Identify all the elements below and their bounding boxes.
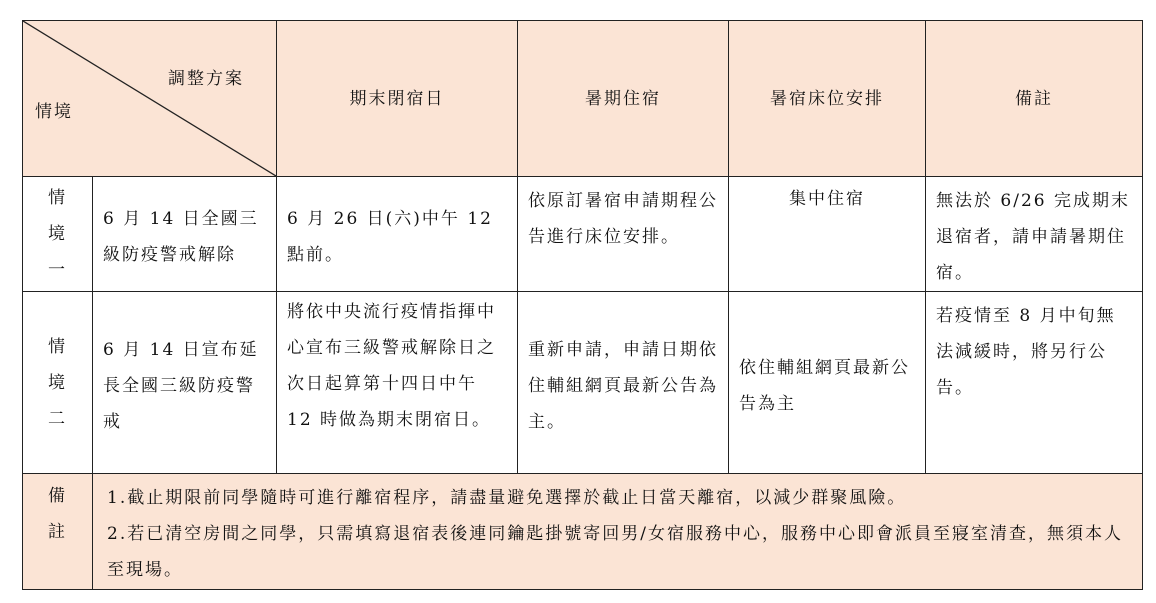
header-summer-housing: 暑期住宿 — [518, 21, 729, 177]
scenario-2-closing-date: 將依中央流行疫情指揮中心宣布三級警戒解除日之次日起算第十四日中午 12 時做為期末閉宿日。 — [277, 292, 518, 474]
scenario-1-closing-date: 6 月 26 日(六)中午 12 點前。 — [277, 177, 518, 292]
notes-row — [23, 474, 1143, 590]
header-row — [23, 21, 1143, 177]
scenario-2-condition: 6 月 14 日宣布延長全國三級防疫警戒 — [93, 292, 277, 474]
scenario-1-remarks: 無法於 6/26 完成期末退宿者，請申請暑期住宿。 — [926, 177, 1143, 292]
note-item-2: 2.若已清空房間之同學，只需填寫退宿表後連同鑰匙掛號寄回男/女宿服務中心，服務中心即會派員至寢室清查，無須本人至現場。 — [107, 524, 1123, 580]
header-scenario-label: 情境 — [35, 102, 73, 122]
header-summer-beds: 暑宿床位安排 — [729, 21, 926, 177]
scenario-2-summer-housing: 重新申請，申請日期依住輔組網頁最新公告為主。 — [518, 292, 729, 474]
scenario-1-beds: 集中住宿 — [729, 177, 926, 292]
scenario-2-label: 情 境 二 — [23, 292, 93, 474]
header-remarks: 備註 — [926, 21, 1143, 177]
scenario-2-beds: 依住輔組網頁最新公告為主 — [729, 292, 926, 474]
note-item-1: 1.截止期限前同學隨時可進行離宿程序，請盡量避免選擇於截止日當天離宿，以減少群聚風險。 — [107, 488, 907, 508]
header-corner-cell — [23, 21, 277, 177]
header-plan-label: 調整方案 — [168, 69, 244, 89]
dormitory-adjustment-table — [22, 20, 1143, 590]
notes-content — [93, 474, 1143, 590]
scenario-1-condition: 6 月 14 日全國三級防疫警戒解除 — [93, 177, 277, 292]
notes-label: 備 註 — [23, 474, 93, 590]
header-closing-date: 期末閉宿日 — [277, 21, 518, 177]
scenario-2-remarks: 若疫情至 8 月中旬無法減緩時，將另行公告。 — [926, 292, 1143, 474]
scenario-1-summer-housing: 依原訂暑宿申請期程公告進行床位安排。 — [518, 177, 729, 292]
scenario-1-label: 情 境 一 — [23, 177, 93, 292]
scenario-row-1 — [23, 177, 1143, 292]
scenario-row-2 — [23, 292, 1143, 474]
